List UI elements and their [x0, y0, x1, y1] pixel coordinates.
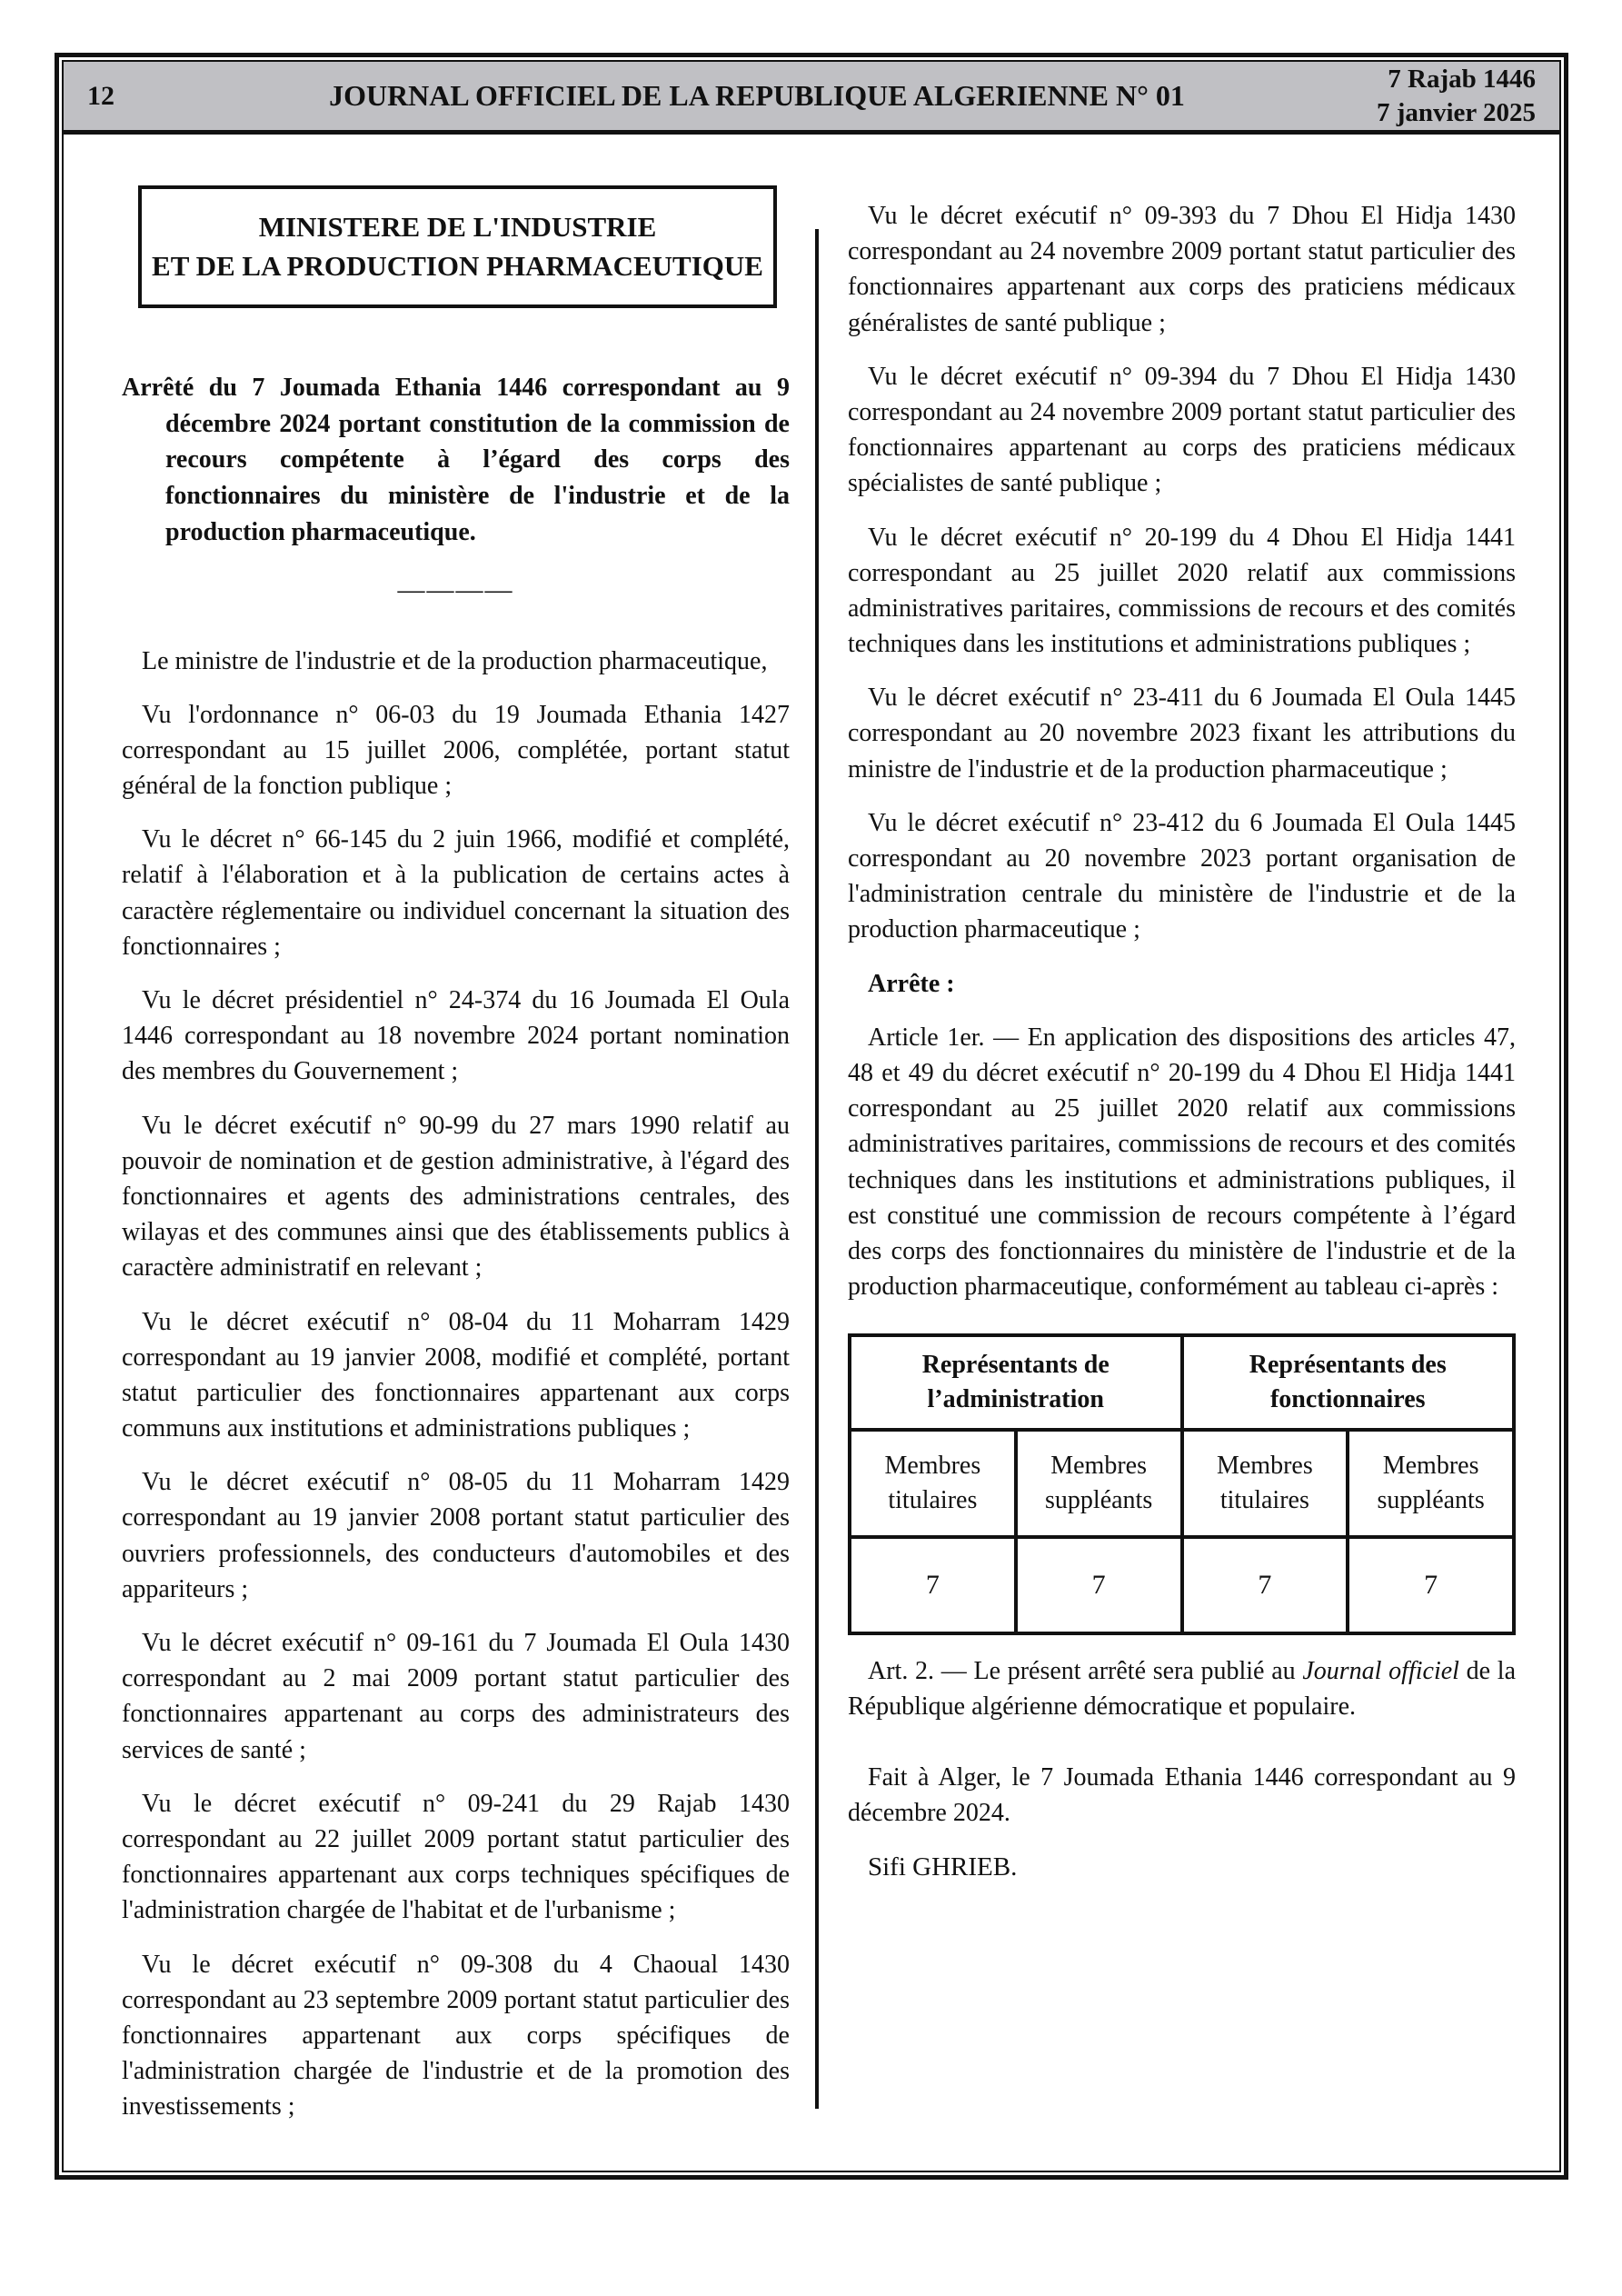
article-2-text: Art. 2. — Le présent arrêté sera publié au [868, 1657, 1303, 1686]
journal-officiel-italic: Journal officiel [1302, 1657, 1459, 1686]
header-dates [1309, 63, 1536, 129]
ministry-box [138, 185, 777, 308]
ministry-name-line1: MINISTERE DE L'INDUSTRIE [258, 211, 657, 243]
paragraph-visa: Vu le décret exécutif n° 90-99 du 27 mars 1990 relatif au pouvoir de nomination et de gestion administrative, à l'égard des fonctionnaires et agents des administrations centrales, des wilayas et des communes ainsi que des établissements publics à caractère administratif en relevant ; [122, 1111, 790, 1283]
ministry-name-line2: ET DE LA PRODUCTION PHARMACEUTIQUE [152, 250, 763, 283]
paragraph-visa: Vu le décret n° 66-145 du 2 juin 1966, modifié et complété, relatif à l'élaboration et à la publication de certains actes à caractère réglementaire ou individuel concernant la situation des fonctionnaires ; [122, 825, 790, 961]
arrete-heading: Arrête : [868, 969, 955, 998]
section-separator: ———— [397, 574, 514, 604]
left-column [122, 176, 790, 2145]
paragraph-visa: Vu le décret exécutif n° 23-411 du 6 Joumada El Oula 1445 correspondant au 20 novembre 2023 fixant les attributions du ministre de l'industrie et de la production pharmaceutique ; [848, 684, 1516, 784]
signature-name: Sifi GHRIEB. [868, 1852, 1018, 1882]
paragraph-visa: Vu le décret exécutif n° 20-199 du 4 Dhou El Hidja 1441 correspondant au 25 juillet 2020 relatif aux commissions administratives paritaires, commissions de recours et des comités techniques dans les institutions et administrations publiques ; [848, 523, 1516, 659]
paragraph-visa: Vu le décret exécutif n° 09-394 du 7 Dhou El Hidja 1430 correspondant au 24 novembre 2009 portant statut particulier des fonctionnaires appartenant au corps des praticiens médicaux spécialistes de santé publique ; [848, 362, 1516, 498]
paragraph-visa: Vu le décret exécutif n° 23-412 du 6 Joumada El Oula 1445 correspondant au 20 novembre 2023 portant organisation de l'administration centrale du ministère de l'industrie et de la production pharmaceutique ; [848, 808, 1516, 944]
journal-title: JOURNAL OFFICIEL DE LA REPUBLIQUE ALGERIENNE N° 01 [329, 79, 1185, 112]
col-header-suppleants-fonct: Membres suppléants [1348, 1430, 1514, 1537]
page-frame [55, 53, 1568, 2180]
value-suppleants-fonct: 7 [1348, 1537, 1514, 1633]
right-column [848, 176, 1516, 2145]
group-header-administration: Représentants de l’administration [850, 1335, 1182, 1430]
table-column-header-row [850, 1430, 1514, 1537]
paragraph-visa: Vu le décret exécutif n° 09-308 du 4 Chaoual 1430 correspondant au 23 septembre 2009 portant statut particulier des fonctionnaires appartenant aux corps spécifiques de l'administration chargée de l'industrie et de la promotion des investissements ; [122, 1950, 790, 2121]
signature-place-date: Fait à Alger, le 7 Joumada Ethania 1446 correspondant au 9 décembre 2024. [848, 1762, 1516, 1827]
paragraph-visa: Vu le décret exécutif n° 09-393 du 7 Dhou El Hidja 1430 correspondant au 24 novembre 2009 portant statut particulier des fonctionnaires appartenant aux corps des praticiens médicaux généralistes de santé publique ; [848, 202, 1516, 337]
paragraph-visa: Vu le décret exécutif n° 08-04 du 11 Moharram 1429 correspondant au 19 janvier 2008, modifié et complété, portant statut particulier des fonctionnaires appartenant aux corps communs aux institutions et administrations publiques ; [122, 1307, 790, 1443]
paragraph-visa: Vu le décret exécutif n° 08-05 du 11 Moharram 1429 correspondant au 19 janvier 2008 portant statut particulier des ouvriers professionnels, des conducteurs d'automobiles et des appariteurs ; [122, 1468, 790, 1603]
value-titulaires-fonct: 7 [1182, 1537, 1348, 1633]
paragraph-visa: Vu le décret exécutif n° 09-161 du 7 Joumada El Oula 1430 correspondant au 2 mai 2009 portant statut particulier des fonctionnaires appartenant au corps des administrateurs des services de santé ; [122, 1629, 790, 1764]
page-header [64, 62, 1559, 135]
col-header-titulaires-fonct: Membres titulaires [1182, 1430, 1348, 1537]
paragraph-visa: Vu l'ordonnance n° 06-03 du 19 Joumada Ethania 1427 correspondant au 15 juillet 2006, complétée, portant statut général de la fonction publique ; [122, 700, 790, 801]
paragraph-visa: Vu le décret présidentiel n° 24-374 du 16 Joumada El Oula 1446 correspondant au 18 novembre 2024 portant nomination des membres du Gouvernement ; [122, 986, 790, 1086]
paragraph-minister: Le ministre de l'industrie et de la production pharmaceutique, [142, 646, 768, 675]
page-number: 12 [87, 80, 114, 111]
group-header-fonctionnaires: Représentants des fonctionnaires [1182, 1335, 1515, 1430]
value-suppleants-admin: 7 [1016, 1537, 1182, 1633]
date-gregorian: 7 janvier 2025 [1376, 97, 1536, 127]
article-1: Article 1er. — En application des dispositions des articles 47, 48 et 49 du décret exécutif n° 20-199 du 4 Dhou El Hidja 1441 correspondant au 25 juillet 2020 relatif aux commissions administratives paritaires, commissions de recours et des comités techniques dans les institutions et administrations publiques, il est constitué une commission de recours compétente à l’égard des corps des fonctionnaires du ministère de l'industrie et de la production pharmaceutique, conformément au tableau ci-après : [848, 1023, 1516, 1302]
column-divider [815, 229, 819, 2109]
table-group-header-row [850, 1335, 1514, 1430]
article-2 [848, 1653, 1516, 1724]
value-titulaires-admin: 7 [850, 1537, 1016, 1633]
page-inner-frame [62, 60, 1561, 2172]
decree-title: Arrêté du 7 Joumada Ethania 1446 correspondant au 9 décembre 2024 portant constitution de la commission de recours compétente à l’égard des corps des fonctionnaires du ministère de l'industrie et de la production pharmaceutique. [122, 373, 790, 546]
date-hijri: 7 Rajab 1446 [1388, 65, 1536, 95]
article-2-text-end: de la République algérienne démocratique et populaire. [848, 1657, 1517, 1722]
paragraph-visa: Vu le décret exécutif n° 09-241 du 29 Rajab 1430 correspondant au 22 juillet 2009 portant statut particulier des fonctionnaires appartenant aux corps techniques spécifiques de l'administration chargée de l'habitat et de l'urbanisme ; [122, 1789, 790, 1925]
page-content [64, 135, 1559, 2171]
table-value-row [850, 1537, 1514, 1633]
col-header-suppleants-admin: Membres suppléants [1016, 1430, 1182, 1537]
col-header-titulaires-admin: Membres titulaires [850, 1430, 1016, 1537]
commission-table [848, 1333, 1516, 1635]
